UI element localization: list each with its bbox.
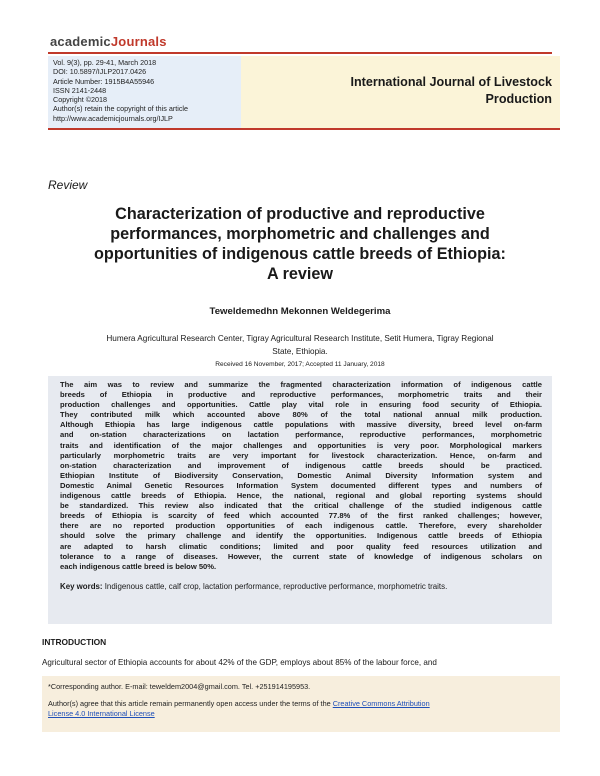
title-line: performances, morphometric and challenges and xyxy=(110,225,490,243)
abstract-line: They contributed milk which accounted above 80% of the total national annual milk production. xyxy=(60,410,542,420)
abstract-line: each indigenous cattle breed is below 50%. xyxy=(60,561,217,571)
title-line: Characterization of productive and reproductive xyxy=(115,205,485,223)
received-dates: Received 16 November, 2017; Accepted 11 January, 2018 xyxy=(215,361,385,368)
affiliation-line: State, Ethiopia. xyxy=(272,347,328,356)
abstract-line: indigenous cattle breeds of Ethiopia. Hence, the national, regional and global reporting systems should xyxy=(60,491,542,501)
journal-name-line2: Production xyxy=(485,92,552,106)
keywords xyxy=(60,582,542,592)
abstract-line: Domestic Animal Genetic Resources Information System documented different types and numbers of xyxy=(60,480,542,490)
journal-name-line1: International Journal of Livestock xyxy=(350,75,552,89)
abstract-line: traits and identification of the major challenges and opportunities is very poor. Morphological markers xyxy=(60,440,542,450)
meta-issn: ISSN 2141-2448 xyxy=(53,85,107,95)
author-name: Teweldemedhn Mekonnen Weldegerima xyxy=(209,306,391,317)
abstract-line: be standardized. This review also indicated that the critical challenge of the studied indigenous cattle xyxy=(60,501,542,511)
meta-doi: DOI: 10.5897/IJLP2017.0426 xyxy=(53,67,147,77)
abstract-line: should solve the primary challenge and identify the opportunities. Indigenous cattle breeds of Ethiopia xyxy=(60,531,542,541)
abstract-text xyxy=(60,380,542,572)
logo-academic: academic xyxy=(50,34,111,49)
article-meta-box xyxy=(48,56,241,130)
corresponding-author: *Corresponding author. E-mail: teweldem2004@gmail.com. Tel. +251914195953. xyxy=(48,682,311,691)
introduction-heading: INTRODUCTION xyxy=(42,637,107,647)
footnote-box xyxy=(42,676,560,732)
publisher-logo xyxy=(50,34,167,49)
license-statement xyxy=(48,699,560,710)
author-affiliation xyxy=(48,332,552,358)
abstract-line: Ethiopian Institute of Biodiversity Conservation, Domestic Animal Diversity Information system and xyxy=(60,470,542,480)
introduction-text: Agricultural sector of Ethiopia accounts for about 42% of the GDP, employs about 85% of the labour force, and xyxy=(42,658,437,667)
license-prefix: Author(s) agree that this article remain permanently open access under the terms of the xyxy=(48,698,333,708)
abstract-box xyxy=(48,376,552,624)
section-label: Review xyxy=(48,178,88,192)
meta-author-rights: Author(s) retain the copyright of this article xyxy=(53,104,189,114)
article-title xyxy=(48,204,552,284)
abstract-line: The aim was to review and summarize the fragmented characterization information of indigenous cattle xyxy=(60,380,542,389)
logo-journals: Journals xyxy=(110,34,167,49)
abstract-line: on-station characterization and improvement of indigenous cattle breeds should be practiced. xyxy=(60,460,542,470)
meta-copyright: Copyright ©2018 xyxy=(53,95,108,105)
abstract-line: are adapted to harsh climatic conditions; limited and poor quality feed resources utilization and xyxy=(60,541,542,551)
keywords-label: Key words: xyxy=(60,581,103,591)
abstract-line: tolerance to a range of diseases. However, the current state of knowledge of indigenous scholars on xyxy=(60,551,542,561)
license-link[interactable]: Creative Commons Attribution xyxy=(332,698,430,708)
meta-journal-url[interactable]: http://www.academicjournals.org/IJLP xyxy=(53,113,173,123)
header-rule xyxy=(48,52,552,54)
title-line: opportunities of indigenous cattle breeds of Ethiopia: xyxy=(94,245,506,263)
abstract-line: there are no reported production opportunities of each indigenous cattle. Therefore, every shareholder xyxy=(60,521,542,531)
abstract-line: production challenges and opportunities. Cattle play vital role in ensuring food security of Ethiopia. xyxy=(60,400,542,410)
abstract-line: breeds of Ethiopia is scarcity of feed which accounted 77.8% of the first ranked challenges; however, xyxy=(60,511,542,521)
meta-article-number: Article Number: 1915B4A55946 xyxy=(53,76,155,86)
abstract-line: and on-station characterizations on lactation performance, reproductive performances, morphometric xyxy=(60,430,542,440)
abstract-line: particularly morphometric traits are very important for livestock characterization. Hence, on-farm and xyxy=(60,450,542,460)
meta-volume: Vol. 9(3), pp. 29-41, March 2018 xyxy=(53,58,157,67)
affiliation-line: Humera Agricultural Research Center, Tigray Agricultural Research Institute, Setit Humera, Tigray Regional xyxy=(106,334,494,343)
abstract-line: breeds of Ethiopia in productive and reproductive performances, morphometric traits and their xyxy=(60,390,542,400)
keywords-list: Indigenous cattle, calf crop, lactation performance, reproductive performance, morphometric traits. xyxy=(102,581,448,591)
license-link-continued[interactable]: License 4.0 International License xyxy=(48,709,155,718)
abstract-line: Although Ethiopia has large indigenous cattle populations with massive diversity, breed level on-farm xyxy=(60,420,542,430)
journal-name-box xyxy=(241,56,560,130)
title-line: A review xyxy=(267,265,333,283)
